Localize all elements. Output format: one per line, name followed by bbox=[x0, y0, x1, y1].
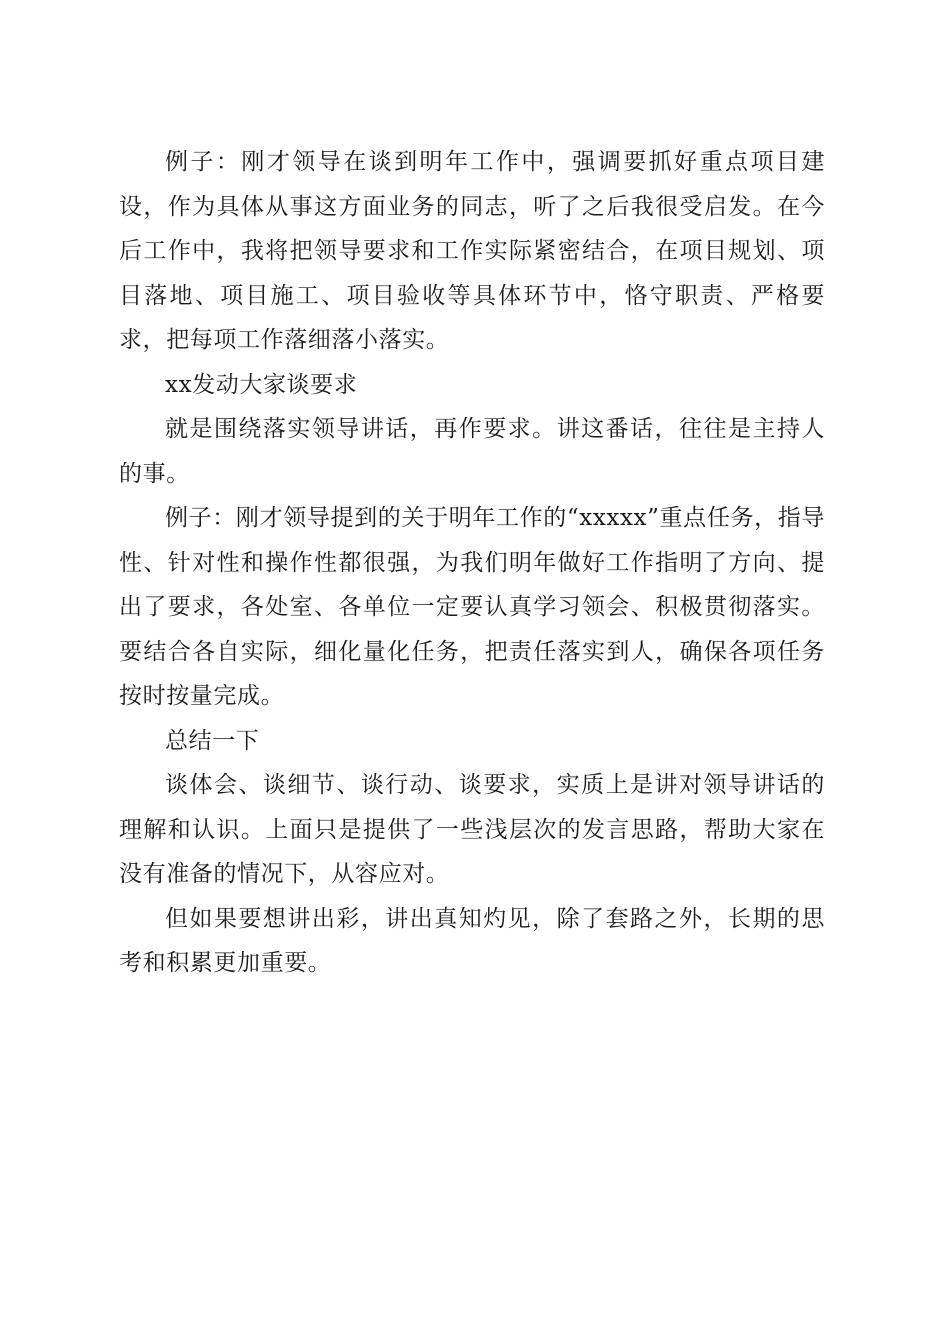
paragraph-example-project-construction: 例子：刚才领导在谈到明年工作中，强调要抓好重点项目建设，作为具体从事这方面业务的同志，听了之后我很受启发。在今后工作中，我将把领导要求和工作实际紧密结合，在项目规划、项目落地、项目施工、项目验收等具体环节中，恪守职责、严格要求，把每项工作落细落小落实。 bbox=[119, 149, 825, 353]
paragraph-summary-closing: 但如果要想讲出彩，讲出真知灼见，除了套路之外，长期的思考和积累更加重要。 bbox=[119, 905, 825, 976]
paragraph-requirements-intro: 就是围绕落实领导讲话，再作要求。讲这番话，往往是主持人的事。 bbox=[119, 416, 825, 487]
section-heading-summary: 总结一下 bbox=[165, 727, 260, 754]
paragraph-summary-body: 谈体会、谈细节、谈行动、谈要求，实质上是讲对领导讲话的理解和认识。上面只是提供了一些浅层次的发言思路，帮助大家在没有准备的情况下，从容应对。 bbox=[119, 772, 825, 887]
paragraph-example-key-tasks: 例子：刚才领导提到的关于明年工作的“xxxxx”重点任务，指导性、针对性和操作性都很强，为我们明年做好工作指明了方向、提出了要求，各处室、各单位一定要认真学习领会、积极贯彻落实。要结合各自实际，细化量化任务，把责任落实到人，确保各项任务按时按量完成。 bbox=[119, 505, 825, 709]
section-heading-requirements: xx发动大家谈要求 bbox=[165, 371, 358, 398]
document-page bbox=[119, 140, 825, 986]
